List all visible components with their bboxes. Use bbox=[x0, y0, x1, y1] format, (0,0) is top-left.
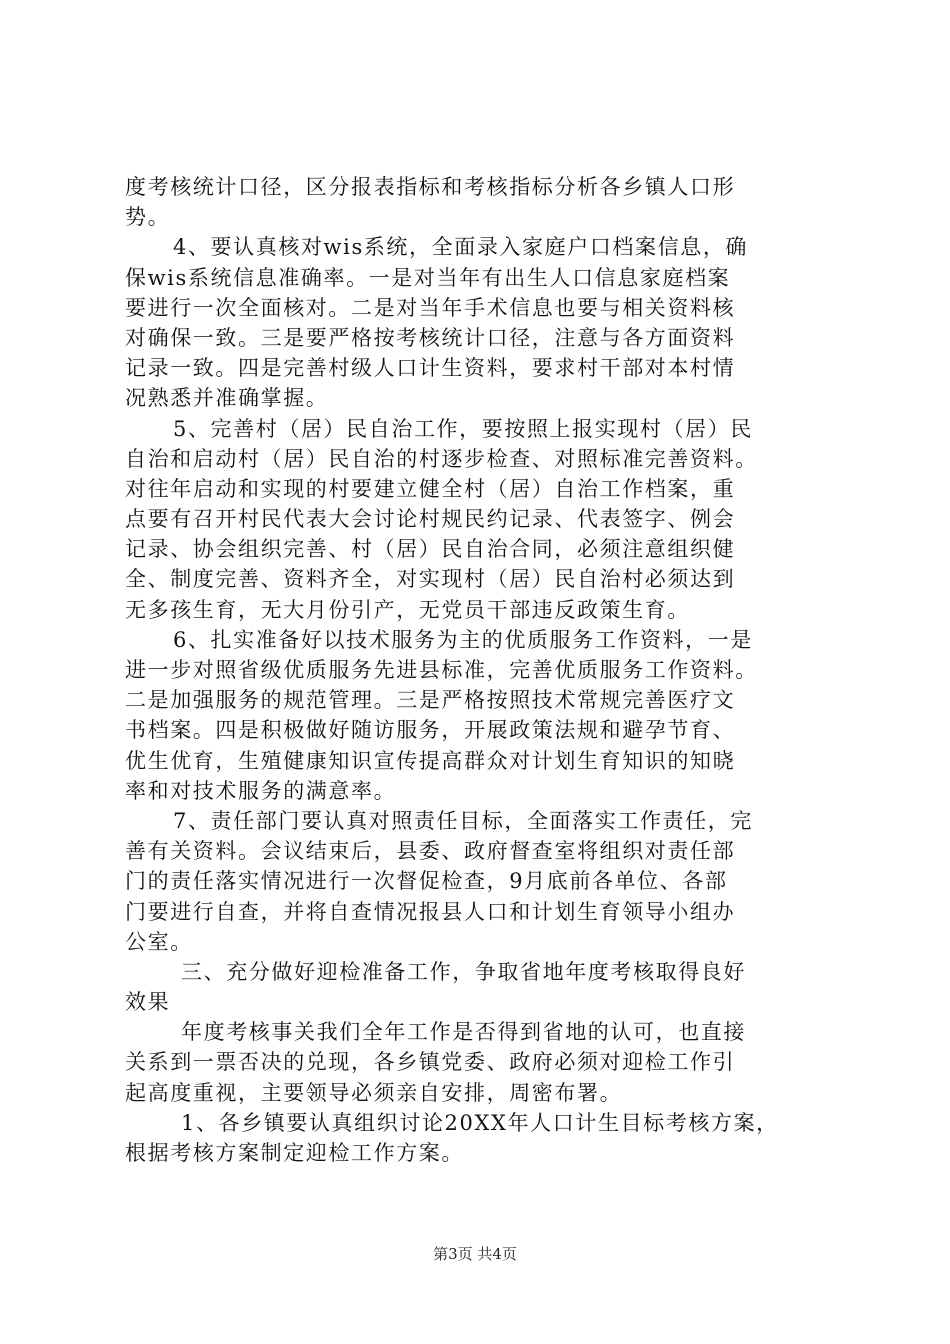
body-line: 门要进行自查，并将自查情况报县人口和计划生育领导小组办 bbox=[125, 899, 736, 924]
body-line: 对确保一致。三是要严格按考核统计口径，注意与各方面资料 bbox=[125, 325, 736, 350]
body-line: 门的责任落实情况进行一次督促检查，9月底前各单位、各部 bbox=[125, 869, 728, 894]
body-line: 二是加强服务的规范管理。三是严格按照技术常规完善医疗文 bbox=[125, 688, 736, 713]
body-line: 要进行一次全面核对。二是对当年手术信息也要与相关资料核 bbox=[125, 295, 736, 320]
body-line: 起高度重视，主要领导必须亲自安排，周密布署。 bbox=[125, 1080, 623, 1105]
section-heading-3: 三、充分做好迎检准备工作，争取省地年度考核取得良好 bbox=[181, 959, 746, 984]
body-line: 优生优育，生殖健康知识宣传提高群众对计划生育知识的知晓 bbox=[125, 748, 736, 773]
body-line: 对往年启动和实现的村要建立健全村（居）自治工作档案，重 bbox=[125, 476, 736, 501]
body-line: 保wis系统信息准确率。一是对当年有出生人口信息家庭档案 bbox=[125, 265, 731, 290]
paragraph-4-start: 4、要认真核对wis系统，全面录入家庭户口档案信息，确 bbox=[173, 235, 749, 260]
body-line: 关系到一票否决的兑现，各乡镇党委、政府必须对迎检工作引 bbox=[125, 1050, 736, 1075]
body-line: 率和对技术服务的满意率。 bbox=[125, 778, 397, 803]
body-line: 根据考核方案制定迎检工作方案。 bbox=[125, 1141, 464, 1165]
body-line: 善有关资料。会议结束后，县委、政府督查室将组织对责任部 bbox=[125, 839, 736, 864]
body-line: 记录、协会组织完善、村（居）民自治合同，必须注意组织健 bbox=[125, 537, 736, 562]
body-line: 度考核统计口径，区分报表指标和考核指标分析各乡镇人口形 bbox=[125, 175, 736, 199]
body-line: 记录一致。四是完善村级人口计生资料，要求村干部对本村情 bbox=[125, 356, 736, 381]
body-line: 公室。 bbox=[125, 929, 193, 954]
body-line: 势。 bbox=[125, 205, 171, 230]
paragraph-7-start: 7、责任部门要认真对照责任目标，全面落实工作责任，完 bbox=[173, 808, 753, 833]
paragraph-1-start: 1、各乡镇要认真组织讨论20XX年人口计生目标考核方案， bbox=[181, 1110, 779, 1135]
page-footer: 第3页 共4页 bbox=[433, 1245, 517, 1263]
paragraph-6-start: 6、扎实准备好以技术服务为主的优质服务工作资料，一是 bbox=[173, 627, 753, 652]
body-line: 全、制度完善、资料齐全，对实现村（居）民自治村必须达到 bbox=[125, 567, 736, 592]
body-line: 自治和启动村（居）民自治的村逐步检查、对照标准完善资料。 bbox=[125, 446, 758, 471]
body-line: 书档案。四是积极做好随访服务，开展政策法规和避孕节育、 bbox=[125, 718, 736, 743]
body-line: 进一步对照省级优质服务先进县标准，完善优质服务工作资料。 bbox=[125, 658, 758, 682]
paragraph-5-start: 5、完善村（居）民自治工作，要按照上报实现村（居）民 bbox=[173, 416, 753, 441]
body-line: 点要有召开村民代表大会讨论村规民约记录、代表签字、例会 bbox=[125, 507, 736, 532]
document-body bbox=[125, 172, 840, 1168]
body-line: 无多孩生育，无大月份引产，无党员干部违反政策生育。 bbox=[125, 597, 690, 622]
paragraph-annual-review-start: 年度考核事关我们全年工作是否得到省地的认可，也直接 bbox=[181, 1020, 746, 1045]
body-line: 况熟悉并准确掌握。 bbox=[125, 386, 329, 411]
section-heading-3-cont: 效果 bbox=[125, 990, 171, 1015]
